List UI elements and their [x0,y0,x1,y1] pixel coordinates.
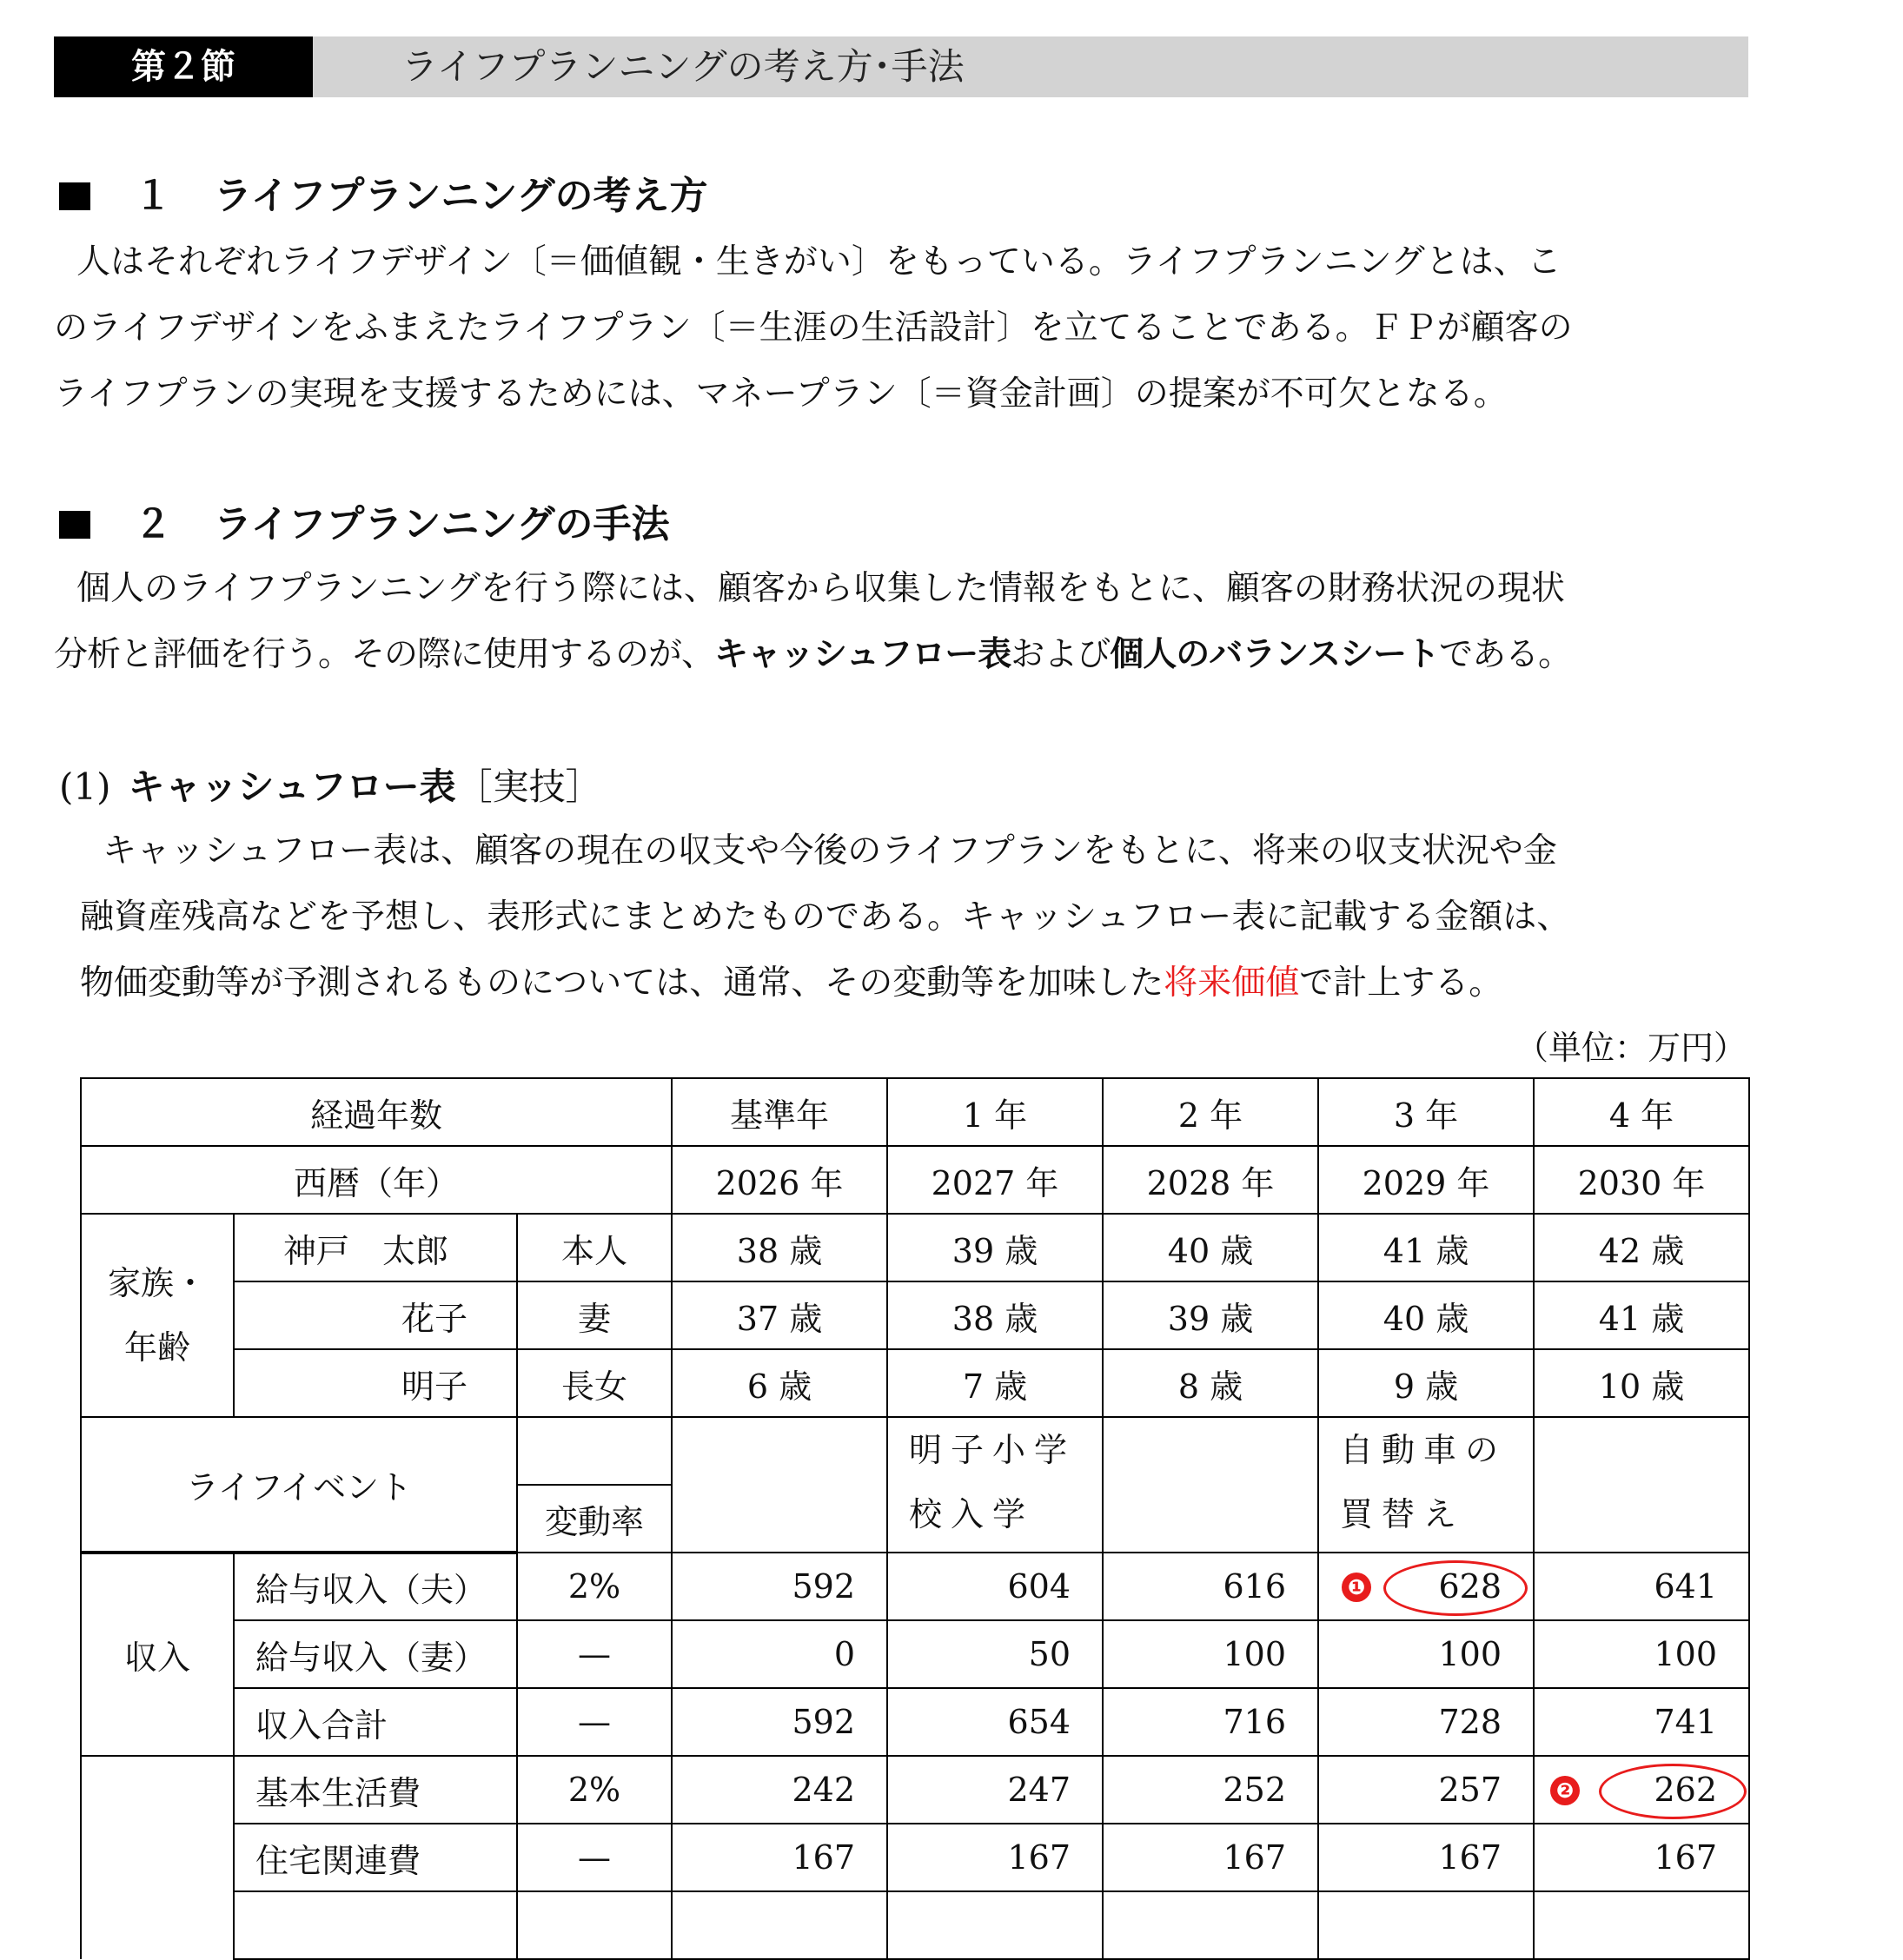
value-cell: 716 [1103,1688,1318,1756]
event-cell [1318,1417,1534,1553]
age-cell: 38 歳 [887,1281,1103,1349]
value-cell: 592 [672,1688,887,1756]
value-cell [672,1891,887,1959]
value-cell: 100 [1103,1620,1318,1688]
event-cell [1534,1417,1749,1553]
marker-1-badge: ❶ [1342,1573,1371,1602]
year-cell: 2028 年 [1103,1146,1318,1214]
member-name: 明子 [234,1349,517,1417]
value-cell: 167 [1103,1824,1318,1891]
row-label: 給与収入（夫） [234,1553,517,1620]
value-cell: 616 [1103,1553,1318,1620]
paragraph-line: 融資産残高などを予想し、表形式にまとめたものである。キャッシュフロー表に記載する金額は、 [80,897,1571,937]
value-cell: 252 [1103,1756,1318,1824]
heading-1-number: １ [134,174,172,218]
value-cell: 100 [1318,1620,1534,1688]
sub-heading-title: キャッシュフロー表 [128,765,456,808]
section-bar [54,36,1748,97]
sub-heading-tag: ［実技］ [455,765,602,808]
value-cell: 0 [672,1620,887,1688]
paragraph-line: キャッシュフロー表は、顧客の現在の収支や今後のライフプランをもとに、将来の収支状況や金 [103,831,1557,871]
text-span: で計上する。 [1299,963,1503,1003]
age-cell: 10 歳 [1534,1349,1749,1417]
heading-2-title: ライフプランニングの手法 [214,502,670,546]
paragraph-3 [80,818,1748,1016]
paragraph-line: 人はそれぞれライフデザイン〔＝価値観・生きがい〕をもっている。ライフプランニングとは、こ [76,242,1562,281]
rate-cell: — [517,1620,672,1688]
table-row [81,1349,1749,1417]
heading-1-title: ライフプランニングの考え方 [214,174,708,218]
heading-2-number: ２ [134,502,172,546]
value-cell: 592 [672,1553,887,1620]
table-row [81,1620,1749,1688]
sub-heading-number: (1) [59,765,111,808]
text-span: である。 [1439,635,1572,674]
value-cell: 728 [1318,1688,1534,1756]
age-cell: 38 歳 [672,1214,887,1281]
rate-cell: — [517,1688,672,1756]
section-title: ライフプランニングの考え方･手法 [401,45,965,88]
value-cell: 100 [1534,1620,1749,1688]
member-name: 花子 [234,1281,517,1349]
table-row [81,1146,1749,1214]
sub-heading [59,761,602,813]
marker-2-badge: ❷ [1550,1776,1580,1805]
value-cell: 50 [887,1620,1103,1688]
unit-label: （単位：万円） [1515,1029,1747,1067]
square-bullet-icon [59,182,90,210]
paragraph-line [80,950,1748,1016]
event-line: 買替え [1340,1495,1466,1533]
rate-cell: — [517,1824,672,1891]
age-cell: 39 歳 [1103,1281,1318,1349]
elapsed-cell: 1 年 [887,1078,1103,1146]
rate-cell [517,1891,672,1959]
value-cell: 247 [887,1756,1103,1824]
member-relation: 本人 [517,1214,672,1281]
value-cell: 242 [672,1756,887,1824]
paragraph-line: 個人のライフプランニングを行う際には、顧客から収集した情報をもとに、顧客の財務状況の現状 [76,569,1565,608]
years-label: 西暦（年） [81,1146,672,1214]
age-cell: 8 歳 [1103,1349,1318,1417]
cashflow-table [80,1077,1750,1960]
value-cell: 167 [1318,1824,1534,1891]
elapsed-label: 経過年数 [81,1078,672,1146]
heading-2 [59,499,669,551]
paragraph-2 [54,556,1748,688]
age-cell: 42 歳 [1534,1214,1749,1281]
event-line: 校入学 [909,1495,1035,1533]
row-label [234,1891,517,1959]
rate-cell: 2% [517,1553,672,1620]
value-text: 262 [1654,1771,1717,1809]
value-cell: 641 [1534,1553,1749,1620]
value-cell: 167 [887,1824,1103,1891]
table-row [81,1281,1749,1349]
event-cell [1103,1417,1318,1553]
future-value-term: 将来価値 [1164,963,1300,1003]
value-cell: 257 [1318,1756,1534,1824]
text-span: および [1011,635,1111,674]
text-span: 分析と評価を行う。その際に使用するのが、 [54,635,715,674]
paragraph-1 [54,229,1748,427]
age-cell: 40 歳 [1318,1281,1534,1349]
rate-cell: 2% [517,1756,672,1824]
age-cell: 7 歳 [887,1349,1103,1417]
year-cell: 2030 年 [1534,1146,1749,1214]
paragraph-line: のライフデザインをふまえたライフプラン〔＝生涯の生活設計〕を立てることである。ＦＰが顧客の [54,308,1573,348]
table-row [81,1214,1749,1281]
value-cell [1103,1891,1318,1959]
rate-header-spacer [517,1417,672,1485]
paragraph-line: ライフプランの実現を支援するためには、マネープラン〔＝資金計画〕の提案が不可欠となる。 [54,374,1508,414]
member-relation: 長女 [517,1349,672,1417]
year-cell: 2026 年 [672,1146,887,1214]
value-cell: 654 [887,1688,1103,1756]
year-cell: 2027 年 [887,1146,1103,1214]
value-cell: 167 [672,1824,887,1891]
row-label: 給与収入（妻） [234,1620,517,1688]
balance-sheet-term: 個人のバランスシート [1110,635,1440,674]
row-label: 住宅関連費 [234,1824,517,1891]
income-label: 収入 [81,1553,234,1756]
table-row [81,1553,1749,1620]
age-cell: 6 歳 [672,1349,887,1417]
age-cell: 41 歳 [1318,1214,1534,1281]
age-cell: 40 歳 [1103,1214,1318,1281]
event-cell [887,1417,1103,1553]
family-label-line: 年齢 [123,1328,190,1367]
family-label-line: 家族・ [107,1264,207,1302]
value-cell [1318,1891,1534,1959]
table-row [81,1417,1749,1485]
table-row [81,1078,1749,1146]
table-row [81,1824,1749,1891]
age-cell: 9 歳 [1318,1349,1534,1417]
value-text: 628 [1438,1567,1502,1606]
highlight-oval [1599,1764,1747,1819]
age-cell: 37 歳 [672,1281,887,1349]
square-bullet-icon [59,511,90,539]
elapsed-cell: 4 年 [1534,1078,1749,1146]
heading-1 [59,170,707,222]
row-label: 基本生活費 [234,1756,517,1824]
age-cell: 39 歳 [887,1214,1103,1281]
event-cell [672,1417,887,1553]
elapsed-cell: 基準年 [672,1078,887,1146]
row-label: 収入合計 [234,1688,517,1756]
year-cell: 2029 年 [1318,1146,1534,1214]
value-cell [1534,1891,1749,1959]
value-cell: 167 [1534,1824,1749,1891]
paragraph-line [54,622,1748,688]
event-line: 明子小学 [909,1431,1077,1469]
rate-label: 変動率 [517,1485,672,1553]
value-cell-circled [1318,1553,1534,1620]
table-row [81,1688,1749,1756]
highlight-oval [1383,1560,1528,1616]
cashflow-term: キャッシュフロー表 [714,635,1011,674]
table-row [81,1756,1749,1824]
family-label [81,1214,234,1417]
table-row [81,1891,1749,1959]
expense-label [81,1756,234,1959]
value-cell: 604 [887,1553,1103,1620]
value-cell-circled [1534,1756,1749,1824]
age-cell: 41 歳 [1534,1281,1749,1349]
elapsed-cell: 3 年 [1318,1078,1534,1146]
member-name: 神戸 太郎 [234,1214,517,1281]
elapsed-cell: 2 年 [1103,1078,1318,1146]
section-label: 第２節 [54,36,313,97]
value-cell: 741 [1534,1688,1749,1756]
event-line: 自動車の [1340,1431,1508,1469]
life-event-label: ライフイベント [81,1417,517,1553]
text-span: 物価変動等が予測されるものについては、通常、その変動等を加味した [80,963,1164,1003]
member-relation: 妻 [517,1281,672,1349]
value-cell [887,1891,1103,1959]
